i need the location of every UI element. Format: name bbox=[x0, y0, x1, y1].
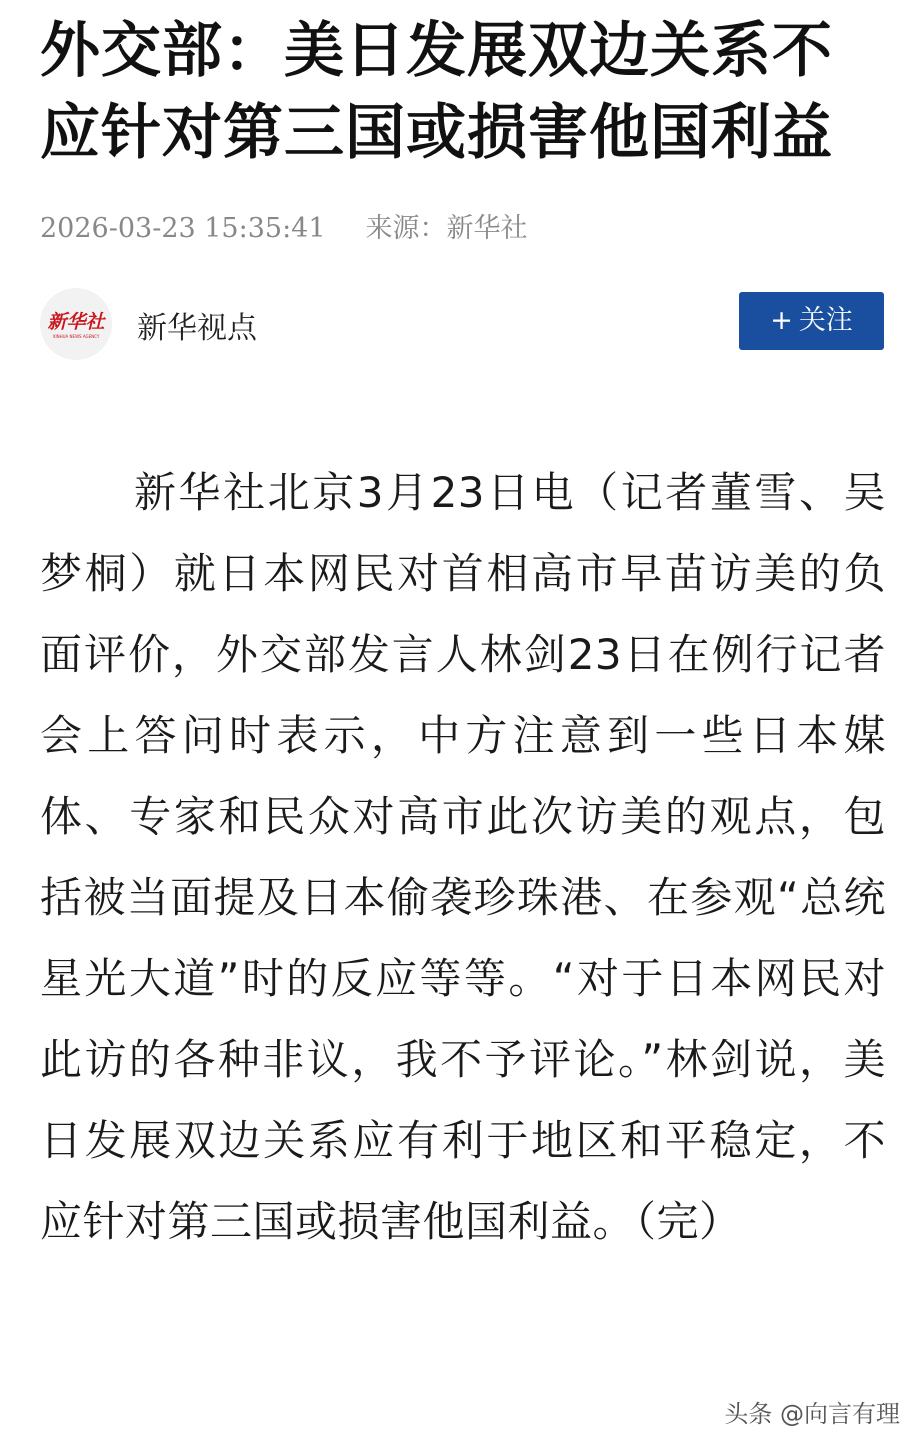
logo-subtext: XINHUA NEWS AGENCY bbox=[52, 334, 100, 339]
publish-timestamp: 2026-03-23 15:35:41 bbox=[40, 213, 326, 244]
xinhua-logo-avatar[interactable] bbox=[40, 288, 112, 360]
author-bar bbox=[40, 288, 884, 360]
plus-icon: + bbox=[770, 305, 793, 336]
logo-wordmark: 新华社 bbox=[47, 311, 105, 333]
article-meta bbox=[40, 206, 528, 245]
follow-button[interactable] bbox=[739, 292, 884, 350]
toutiao-watermark: 头条 @向言有理 bbox=[724, 1400, 900, 1428]
follow-button-label: 关注 bbox=[798, 305, 853, 336]
author-name[interactable]: 新华视点 bbox=[137, 311, 257, 346]
article-source: 来源：新华社 bbox=[365, 213, 528, 244]
article-title: 外交部：美日发展双边关系不应针对第三国或损害他国利益 bbox=[40, 16, 833, 168]
article-body: 新华社北京3月23日电（记者董雪、吴梦桐）就日本网民对首相高市早苗访美的负面评价，外交部发言人林剑23日在例行记者会上答问时表示，中方注意到一些日本媒体、专家和民众对高市此次访美的观点，包括被当面提及日本偷袭珍珠港、在参观“总统星光大道”时的反应等等。“对于日本网民对此访的各种非议，我不予评论。”林剑说，美日发展双边关系应有利于地区和平稳定，不应针对第三国或损害他国利益。（完） bbox=[40, 468, 886, 1246]
xinhua-logo-icon bbox=[40, 288, 112, 360]
